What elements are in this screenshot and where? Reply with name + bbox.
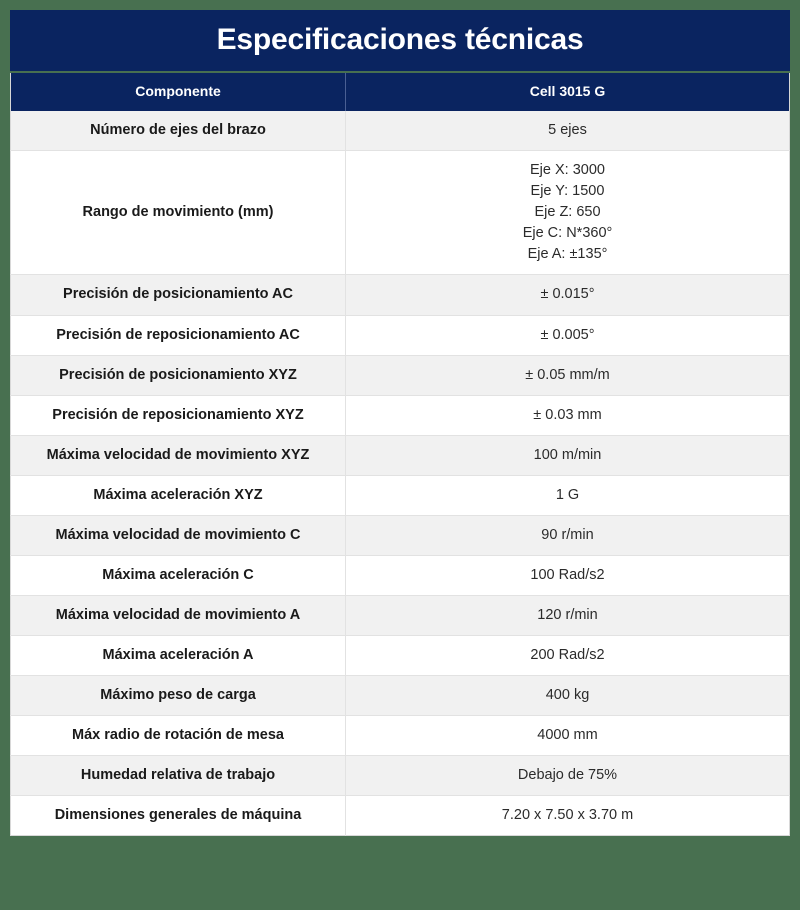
- page-title: Especificaciones técnicas: [10, 10, 790, 71]
- spec-value: 4000 mm: [346, 715, 790, 755]
- table-row: [11, 635, 790, 675]
- table-row: [11, 755, 790, 795]
- table-body: [11, 111, 790, 835]
- table-row: [11, 515, 790, 555]
- table-row: [11, 555, 790, 595]
- table-row: [11, 595, 790, 635]
- spec-value: ± 0.005°: [346, 315, 790, 355]
- spec-label: Máxima velocidad de movimiento XYZ: [11, 435, 346, 475]
- spec-value: 100 Rad/s2: [346, 555, 790, 595]
- spec-value: [346, 151, 790, 275]
- table-header-row: [11, 73, 790, 111]
- spec-label: Precisión de reposicionamiento AC: [11, 315, 346, 355]
- spec-label: Máximo peso de carga: [11, 675, 346, 715]
- table-row: [11, 111, 790, 151]
- spec-value-line: Eje Y: 1500: [530, 183, 605, 200]
- spec-value: 120 r/min: [346, 595, 790, 635]
- spec-value-line: Eje C: N*360°: [522, 225, 613, 242]
- spec-value-line: Eje Z: 650: [534, 204, 601, 221]
- table-row: [11, 475, 790, 515]
- spec-label: Precisión de posicionamiento AC: [11, 275, 346, 315]
- spec-label: Precisión de reposicionamiento XYZ: [11, 395, 346, 435]
- spec-value-line: Eje A: ±135°: [527, 246, 608, 263]
- spec-label: Número de ejes del brazo: [11, 111, 346, 151]
- spec-label: Rango de movimiento (mm): [11, 151, 346, 275]
- specifications-table: [10, 73, 790, 836]
- column-header-model: Cell 3015 G: [346, 73, 790, 111]
- spec-value: 1 G: [346, 475, 790, 515]
- spec-label: Máxima aceleración A: [11, 635, 346, 675]
- spec-label: Máxima aceleración C: [11, 555, 346, 595]
- table-row: [11, 715, 790, 755]
- spec-value: ± 0.015°: [346, 275, 790, 315]
- table-header: [11, 73, 790, 111]
- spec-value: Debajo de 75%: [346, 755, 790, 795]
- spec-value: 7.20 x 7.50 x 3.70 m: [346, 795, 790, 835]
- table-row: [11, 355, 790, 395]
- spec-label: Máxima velocidad de movimiento A: [11, 595, 346, 635]
- table-row: [11, 151, 790, 275]
- table-row: [11, 315, 790, 355]
- spec-label: Dimensiones generales de máquina: [11, 795, 346, 835]
- spec-value: 200 Rad/s2: [346, 635, 790, 675]
- spec-value: 5 ejes: [346, 111, 790, 151]
- spec-value-line: Eje X: 3000: [530, 162, 605, 179]
- table-row: [11, 275, 790, 315]
- table-row: [11, 675, 790, 715]
- table-row: [11, 395, 790, 435]
- spec-value: 90 r/min: [346, 515, 790, 555]
- spec-value: 100 m/min: [346, 435, 790, 475]
- spec-label: Máxima aceleración XYZ: [11, 475, 346, 515]
- spec-value: 400 kg: [346, 675, 790, 715]
- spec-label: Máx radio de rotación de mesa: [11, 715, 346, 755]
- table-row: [11, 795, 790, 835]
- spec-value: ± 0.05 mm/m: [346, 355, 790, 395]
- spec-value-multiline: [356, 160, 779, 265]
- spec-label: Máxima velocidad de movimiento C: [11, 515, 346, 555]
- spec-label: Precisión de posicionamiento XYZ: [11, 355, 346, 395]
- spec-label: Humedad relativa de trabajo: [11, 755, 346, 795]
- specifications-panel: [10, 10, 790, 836]
- table-row: [11, 435, 790, 475]
- spec-value: ± 0.03 mm: [346, 395, 790, 435]
- column-header-component: Componente: [11, 73, 346, 111]
